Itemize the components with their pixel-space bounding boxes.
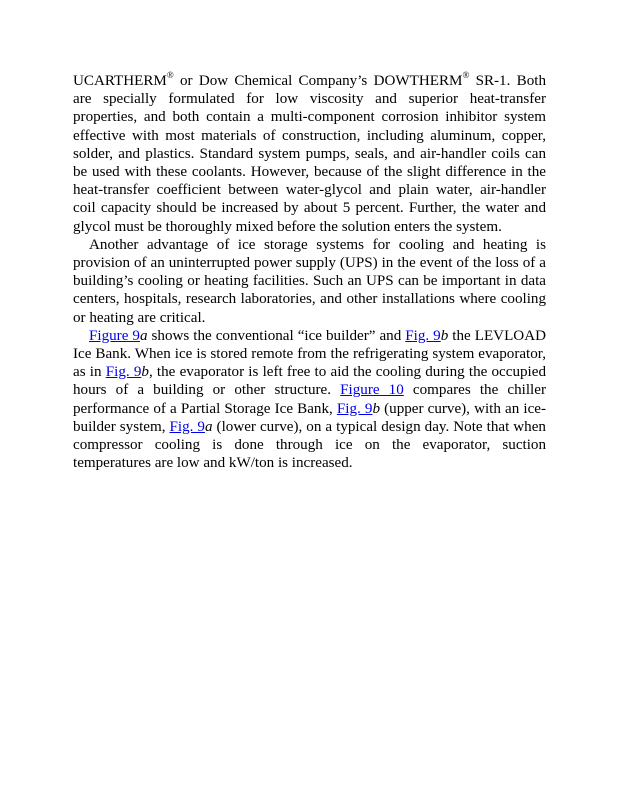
paragraph-ups [73, 236, 546, 327]
italic-b: b [372, 400, 381, 417]
link-fig-9[interactable]: Fig. 9 [169, 418, 205, 435]
link-fig-9[interactable]: Fig. 9 [405, 327, 441, 344]
text-segment: compares the chiller performance of a Partial Storage Ice Bank, [73, 382, 546, 417]
link-figure-9[interactable]: Figure 9 [89, 327, 140, 344]
paragraph-ice-builder [73, 327, 546, 473]
registered-mark: ® [166, 69, 174, 80]
text-segment: SR-1. Both are specially formulated for low viscosity and superior heat-transfer properties, and both contain a multi-component corrosion inhibitor system effective with most materials of construction, including aluminum, copper, solder, and plastics. Standard system pumps, seals, and air-handler coils can be used with these coolants. However, because of the slight difference in the heat-transfer coefficient between water-glycol and plain water, air-handler coil capacity should be increased by about 5 percent. Further, the water and glycol must be thoroughly mixed before the solution enters the system. [73, 73, 546, 235]
italic-a: a [139, 327, 148, 344]
registered-mark: ® [462, 69, 470, 80]
text-segment: Another advantage of ice storage systems for cooling and heating is provision of an uninterrupted power supply (UPS) in the event of the loss of a building’s cooling or heating facilities. Such an UPS can be important in data centers, hospitals, research laboratories, and other installations where cooling or heating are critical. [73, 236, 546, 326]
text-segment: the LEVLOAD Ice Bank. When ice is stored remote from the refrigerating system evaporator, as in [73, 327, 546, 381]
link-fig-9[interactable]: Fig. 9 [336, 400, 373, 417]
link-fig-9[interactable]: Fig. 9 [105, 364, 142, 381]
text-segment: (upper curve), with an ice-builder system, [73, 400, 546, 435]
paragraph-coolants [73, 69, 546, 236]
text-segment: (lower curve), on a typical design day. Note that when compressor cooling is done through ice on the evaporator, suction temperatures are low and kW/ton is increased. [73, 418, 546, 472]
italic-a: a [204, 418, 213, 435]
italic-b: b [141, 364, 149, 381]
text-ucartherm: UCARTHERM [73, 73, 167, 89]
text-segment: , the evaporator is left free to aid the cooling during the occupied hours of a building or other structure. [73, 364, 546, 399]
italic-b: b [440, 327, 449, 344]
text-segment: or Dow Chemical Company’s DOWTHERM [173, 73, 463, 89]
link-figure-10[interactable]: Figure 10 [340, 382, 404, 399]
document-page [73, 69, 546, 472]
text-segment: shows the conventional “ice builder” and [147, 327, 406, 344]
